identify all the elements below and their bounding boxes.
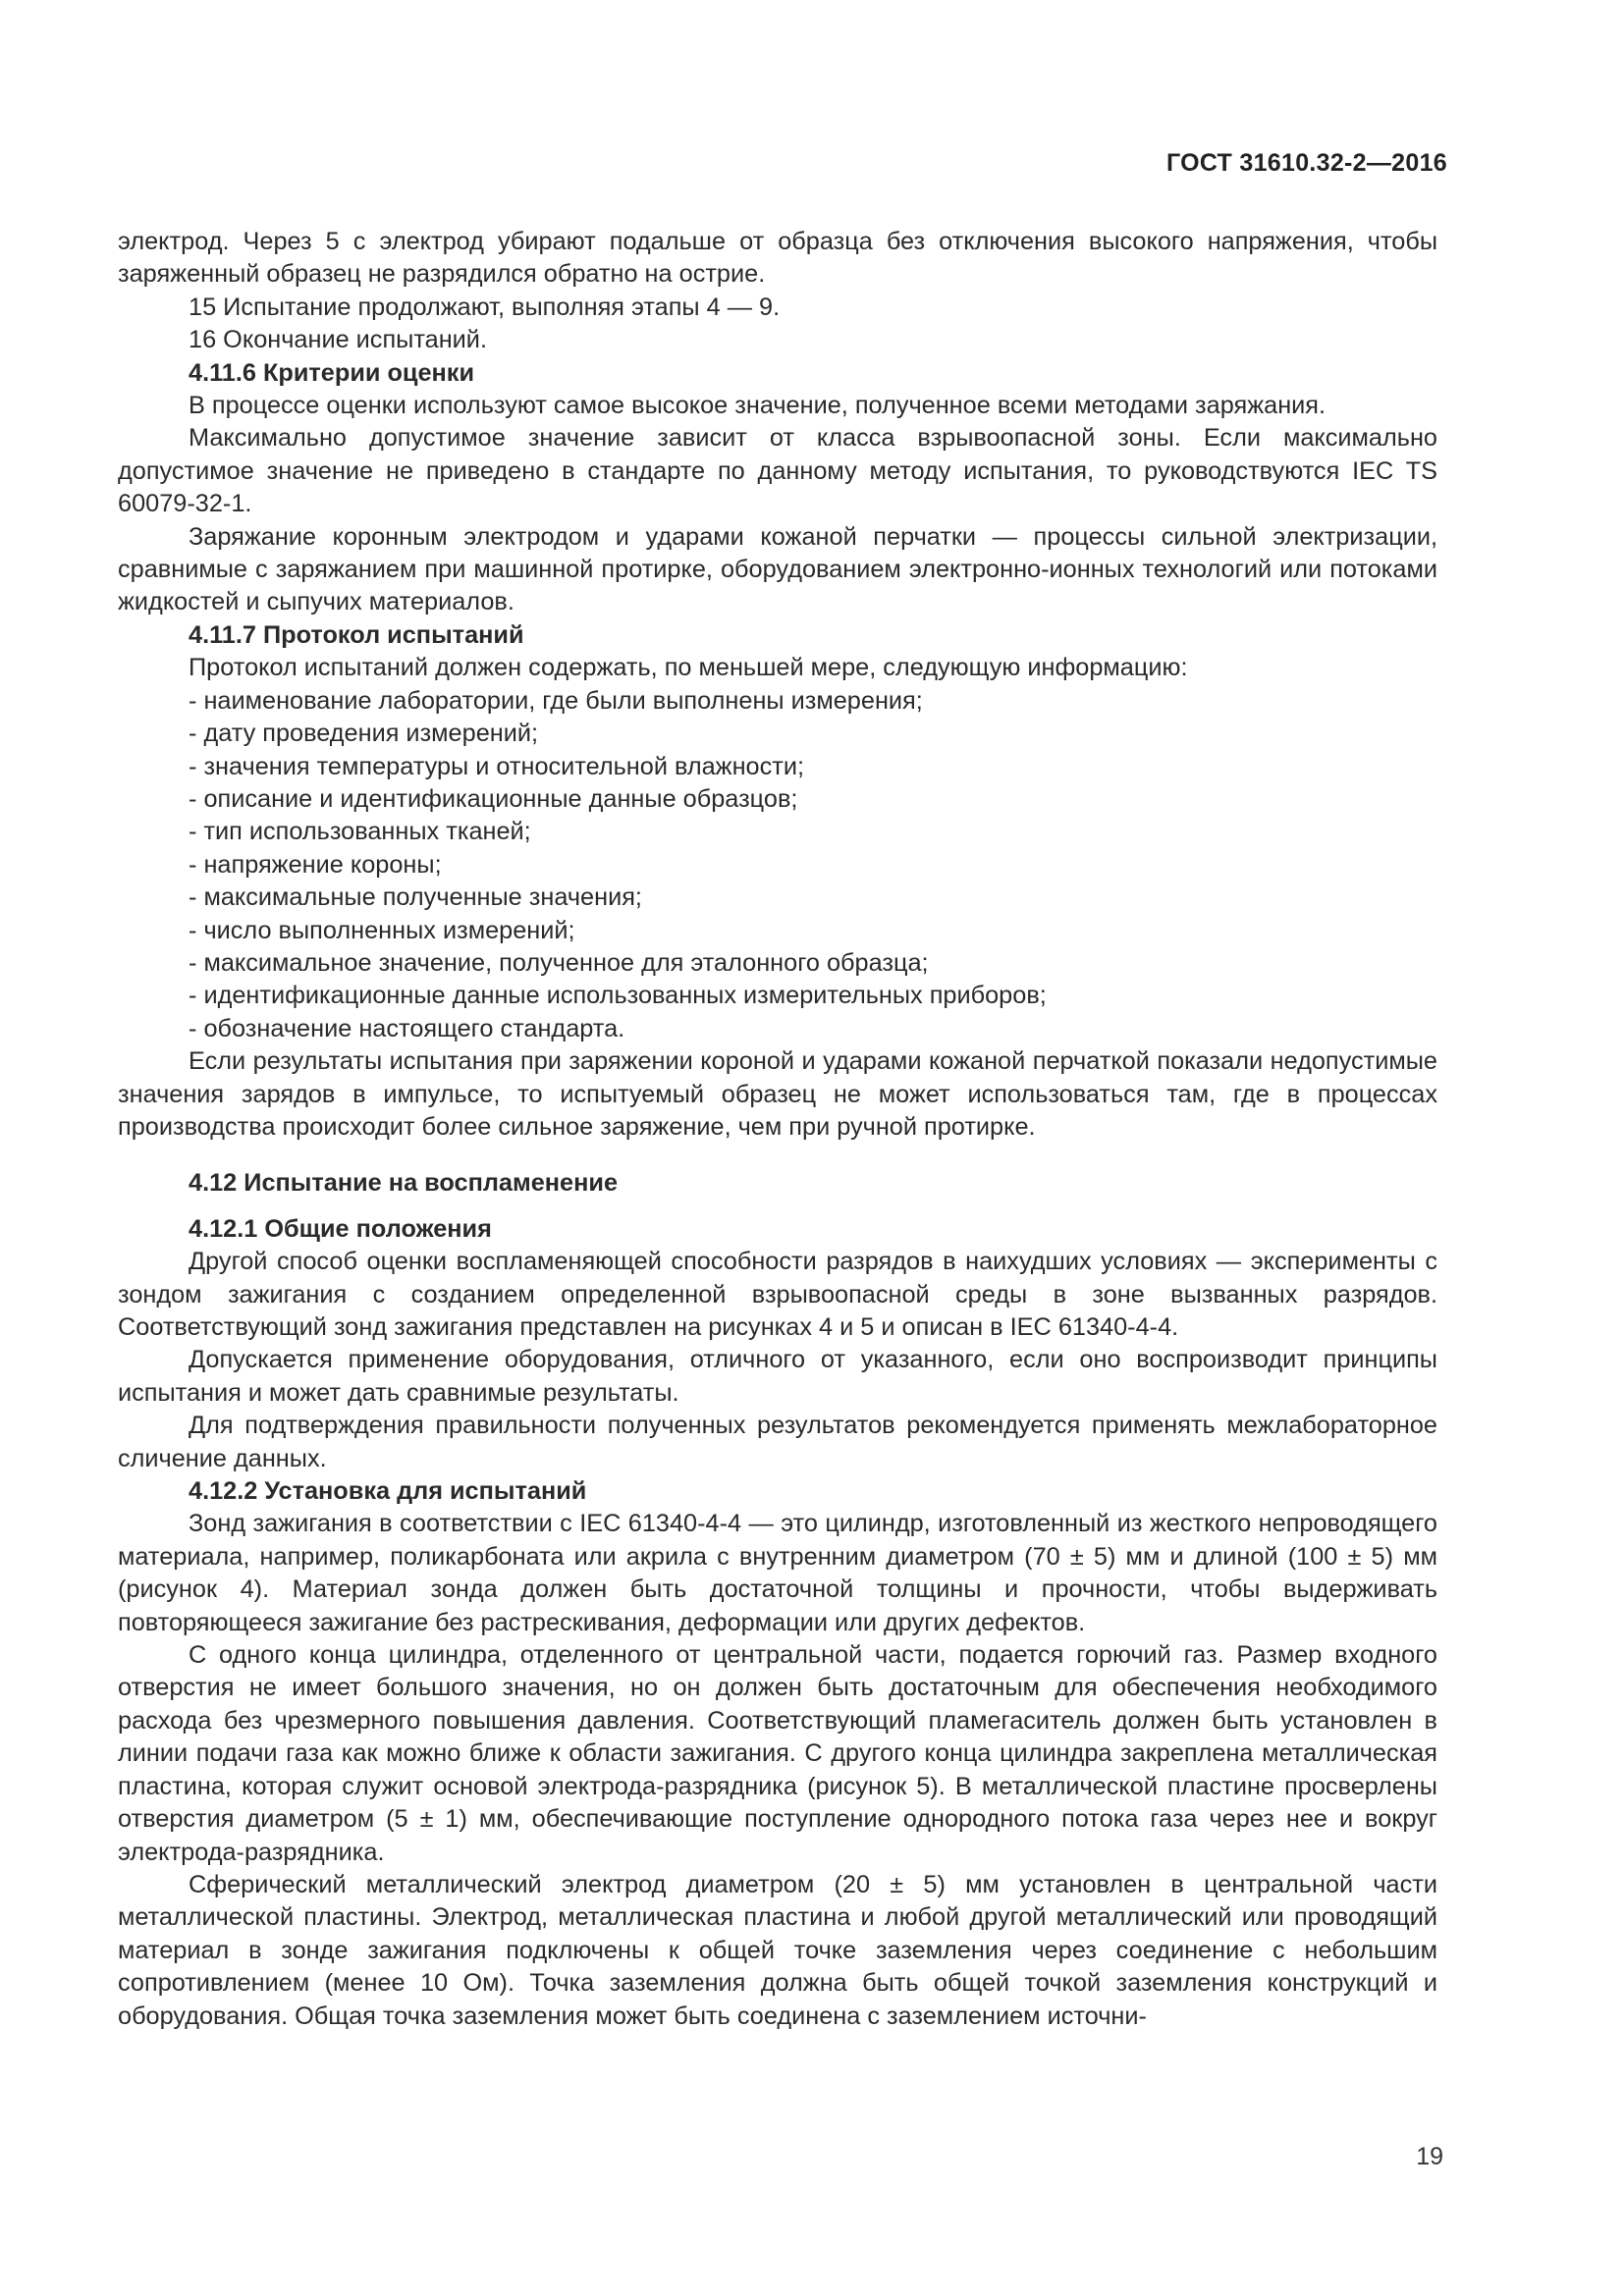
step-15: 15 Испытание продолжают, выполняя этапы 4 — 9. <box>189 293 781 321</box>
section-heading-4-11-6: 4.11.6 Критерии оценки <box>189 358 475 387</box>
section-heading-4-12: 4.12 Испытание на воспламенение <box>189 1169 619 1198</box>
paragraph: Заряжание коронным электродом и ударами кожаной перчатки — процессы сильной электризации, сравнимые с заряжанием при машинной протирке, оборудованием электронно-ионных технологий или потоками жидкостей и сыпучих материалов. <box>118 522 1437 616</box>
paragraph: Для подтверждения правильности полученных результатов рекомендуется применять межлабораторное сличение данных. <box>118 1412 1437 1472</box>
list-item: - напряжение короны; <box>189 850 442 879</box>
paragraph: Максимально допустимое значение зависит от класса взрывоопасной зоны. Если максимально допустимое значение не приведено в стандарте по данному методу испытания, то руководствуются IEC TS 60079-32-1. <box>118 424 1437 518</box>
list-item: - максимальные полученные значения; <box>189 883 642 912</box>
section-heading-4-12-1: 4.12.1 Общие положения <box>189 1214 492 1243</box>
paragraph: С одного конца цилиндра, отделенного от центральной части, подается горючий газ. Размер входного отверстия не имеет большого значения, но он должен быть достаточным для обеспечения необходимого расхода без чрезмерного повышения давления. Соответствующий пламегаситель должен быть установлен в линии подачи газа как можно ближе к области зажигания. С другого конца цилиндра закреплена металлическая пластина, которая служит основой электрода-разрядника (рисунок 5). В металлической пластине просверлены отверстия диаметром (5 ± 1) мм, обеспечивающие поступление однородного потока газа через нее и вокруг электрода-разрядника. <box>118 1641 1437 1866</box>
paragraph: Сферический металлический электрод диаметром (20 ± 5) мм установлен в центральной части металлической пластины. Электрод, металлическая пластина и любой другой металлический или проводящий материал в зонде зажигания подключены к общей точке заземления через соединение с небольшим сопротивлением (менее 10 Ом). Точка заземления должна быть общей точкой заземления конструкций и оборудования. Общая точка заземления может быть соединена с заземлением источни- <box>118 1870 1437 2030</box>
section-heading-4-11-7: 4.11.7 Протокол испытаний <box>189 620 524 649</box>
list-item: - идентификационные данные использованных измерительных приборов; <box>189 982 1047 1010</box>
paragraph: Зонд зажигания в соответствии с IEC 61340-4-4 — это цилиндр, изготовленный из жесткого непроводящего материала, например, поликарбоната или акрила с внутренним диаметром (70 ± 5) мм и длиной (100 ± 5) мм (рисунок 4). Материал зонда должен быть достаточной толщины и прочности, чтобы выдерживать повторяющееся зажигание без растрескивания, деформации или других дефектов. <box>118 1510 1437 1636</box>
spacer <box>118 1144 1437 1167</box>
list-item: - значения температуры и относительной влажности; <box>189 752 805 780</box>
list-item: - число выполненных измерений; <box>189 916 575 944</box>
list-item: - описание и идентификационные данные образцов; <box>189 784 798 813</box>
list-item: - наименование лаборатории, где были выполнены измерения; <box>189 686 923 715</box>
paragraph: электрод. Через 5 с электрод убирают подальше от образца без отключения высокого напряжения, чтобы заряженный образец не разрядился обратно на острие. <box>118 228 1437 289</box>
list-item: - тип использованных тканей; <box>189 818 531 846</box>
paragraph: В процессе оценки используют самое высокое значение, полученное всеми методами заряжания. <box>189 392 1326 420</box>
paragraph: Допускается применение оборудования, отличного от указанного, если оно воспроизводит принципы испытания и может дать сравнимые результаты. <box>118 1346 1437 1407</box>
spacer <box>118 1201 1437 1213</box>
list-item: - дату проведения измерений; <box>189 720 539 748</box>
paragraph: Другой способ оценки воспламеняющей способности разрядов в наихудших условиях — эксперименты с зондом зажигания с созданием определенной взрывоопасной среды в зоне вызванных разрядов. Соответствующий зонд зажигания представлен на рисунках 4 и 5 и описан в IEC 61340-4-4. <box>118 1248 1437 1341</box>
section-heading-4-12-2: 4.12.2 Установка для испытаний <box>189 1477 587 1506</box>
paragraph: Если результаты испытания при заряжении короной и ударами кожаной перчаткой показали недопустимые значения зарядов в импульсе, то испытуемый образец не может использоваться там, где в процессах производства происходит более сильное заряжение, чем при ручной протирке. <box>118 1047 1437 1141</box>
page-number: 19 <box>1416 2143 1443 2170</box>
step-16: 16 Окончание испытаний. <box>189 326 487 354</box>
page-body <box>118 226 1437 2033</box>
protocol-list <box>118 685 1437 1045</box>
list-item: - обозначение настоящего стандарта. <box>189 1014 625 1042</box>
paragraph: Протокол испытаний должен содержать, по меньшей мере, следующую информацию: <box>189 654 1188 682</box>
list-item: - максимальное значение, полученное для эталонного образца; <box>189 948 929 977</box>
standard-code-header: ГОСТ 31610.32-2—2016 <box>1165 149 1447 177</box>
